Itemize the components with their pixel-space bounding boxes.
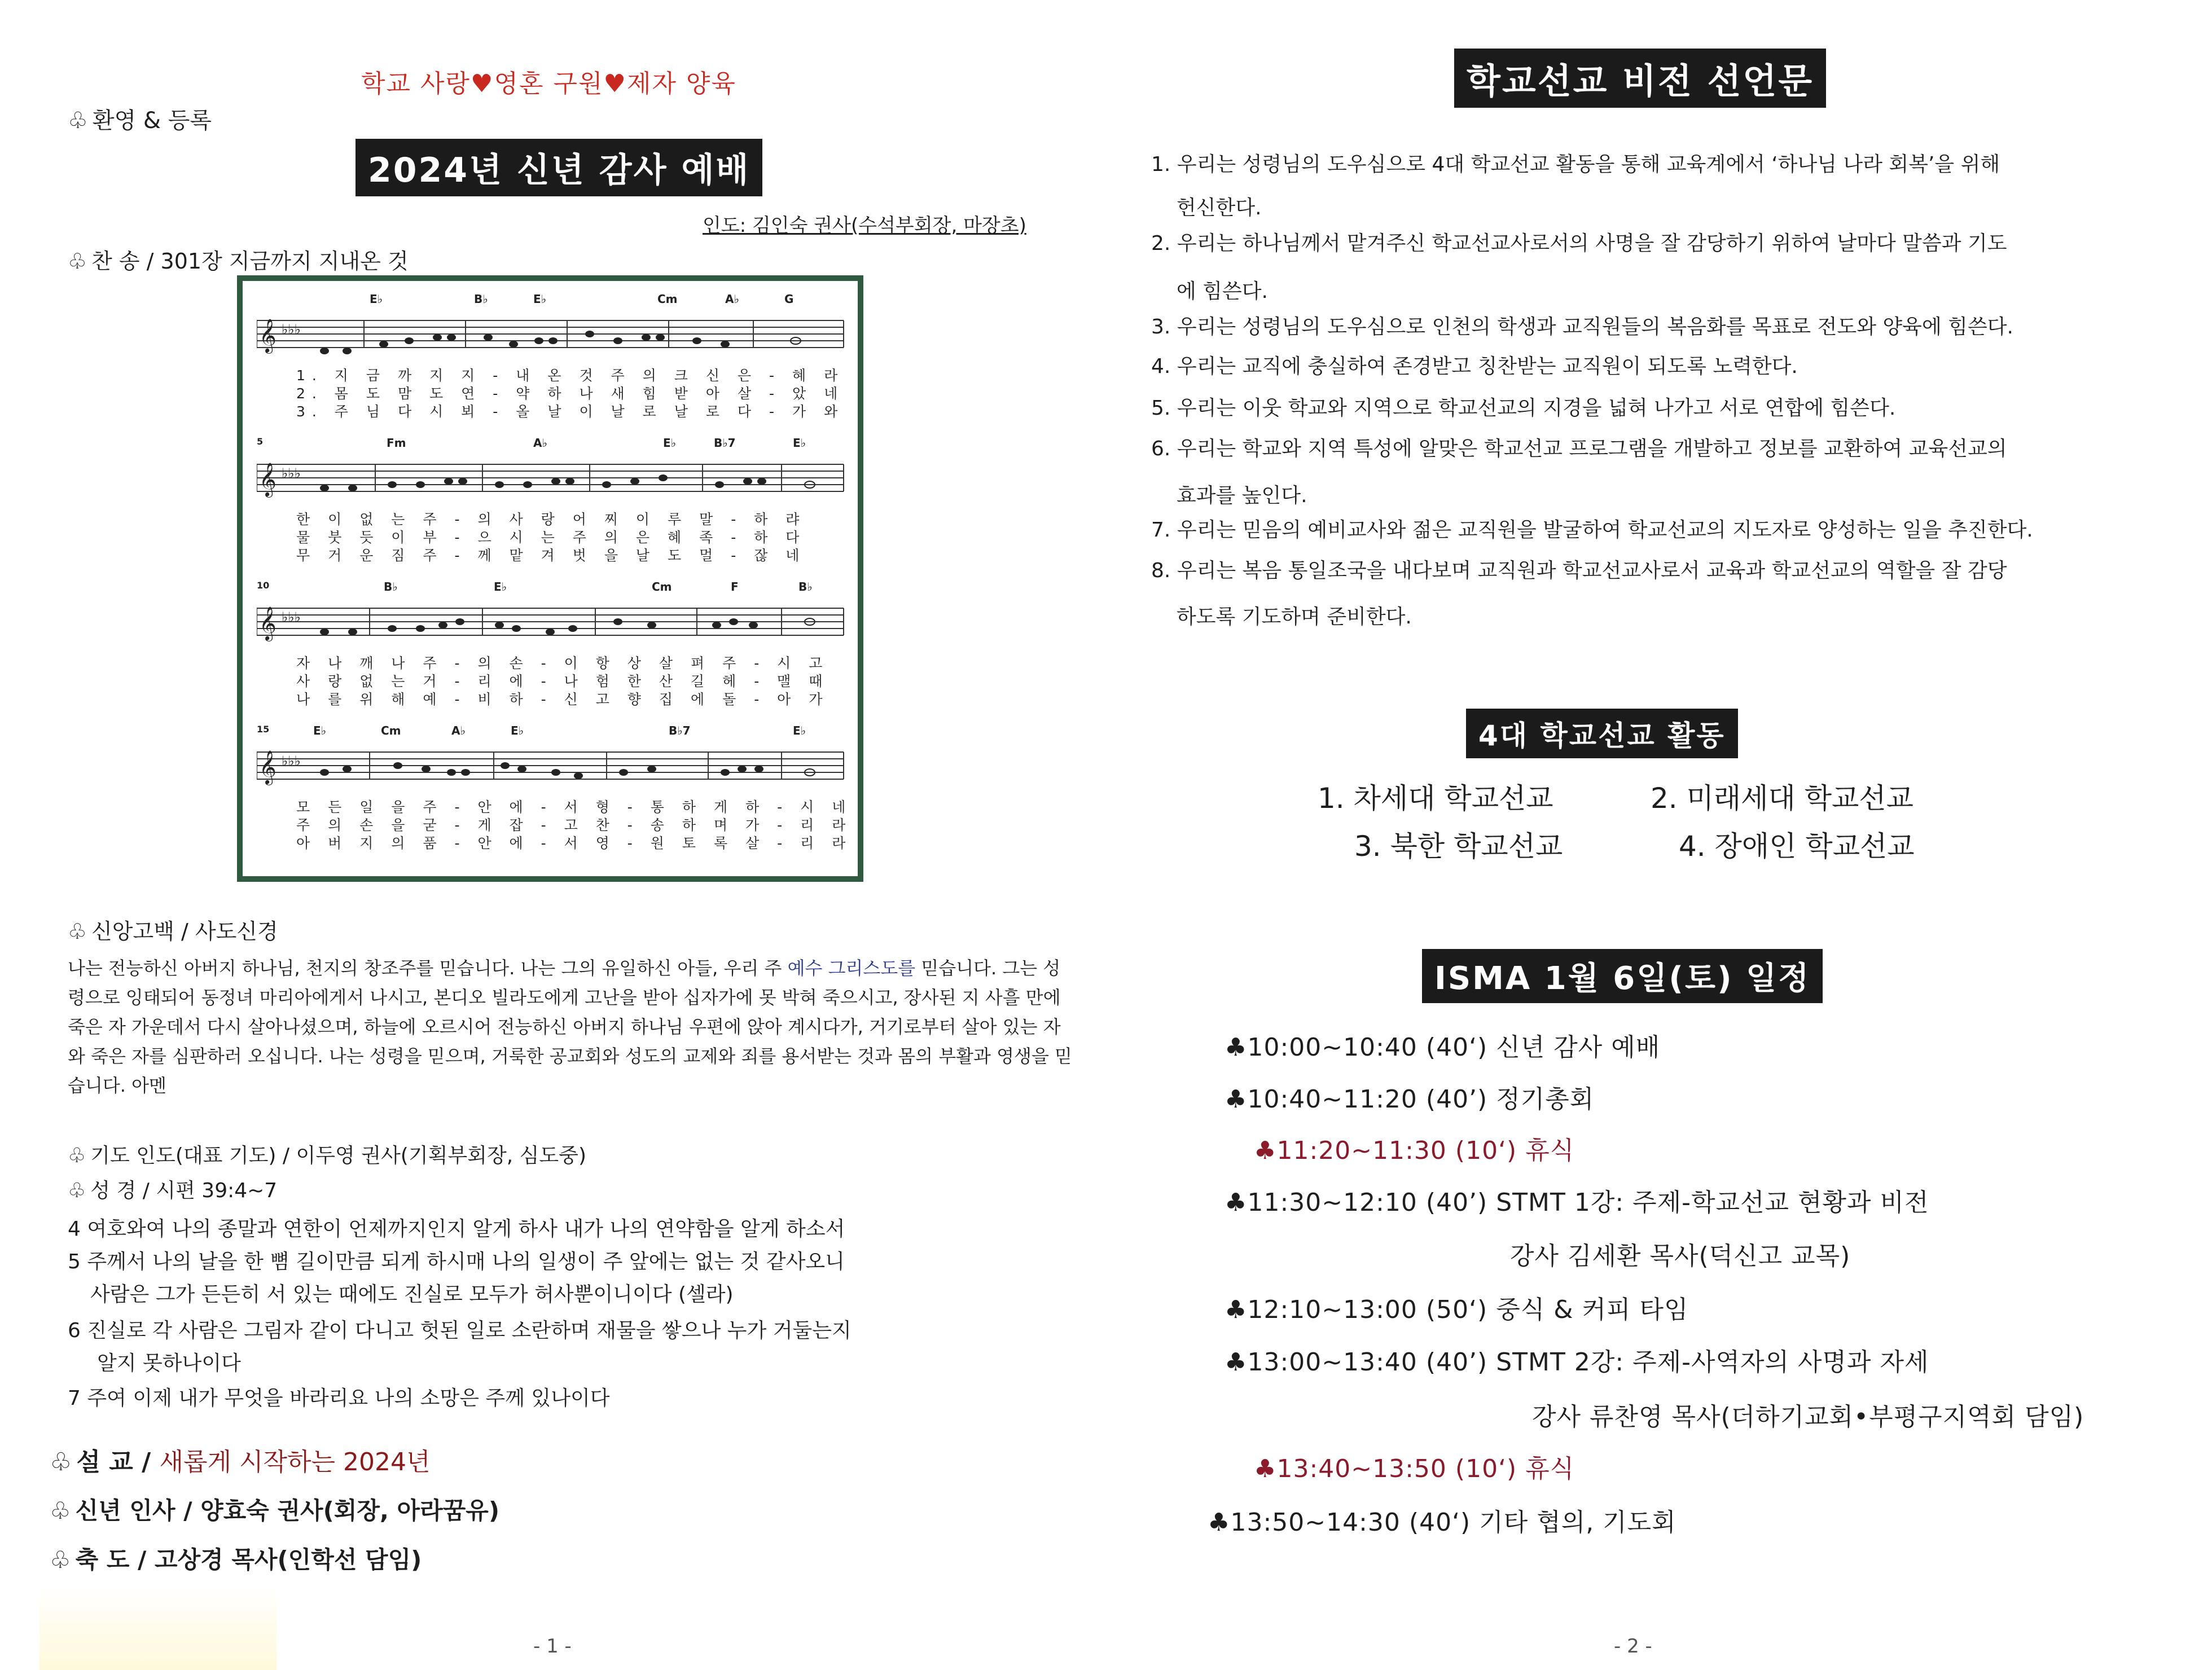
schedule-text: 13:50~14:30 (40‘) 기타 협의, 기도회 <box>1230 1508 1676 1537</box>
lyric-line: 사 랑 없 는 거 - 리 에 - 나 험 한 산 길 헤 - 맬 때 <box>296 673 830 689</box>
declaration-number: 7. <box>1151 518 1171 542</box>
svg-text:𝄞: 𝄞 <box>259 750 276 784</box>
chord-label: B♭ <box>474 292 488 306</box>
measure-number: 5 <box>257 436 264 447</box>
declaration-text: 우리는 하나님께서 맡겨주신 학교선교사로서의 사명을 잘 감당하기 위하여 날마다 말씀과 기도 <box>1177 232 2007 255</box>
club-icon: ♧ <box>50 1546 71 1574</box>
vision-declaration-title: 학교선교 비전 선언문 <box>1454 49 1826 108</box>
declaration-number: 6. <box>1151 437 1171 460</box>
hymn-text: 찬 송 / 301장 지금까지 지내온 것 <box>91 249 409 274</box>
svg-text:♭♭♭: ♭♭♭ <box>282 753 301 769</box>
creed-highlight: 예수 그리스도를 <box>787 957 916 979</box>
chord-label: Cm <box>657 292 678 306</box>
heart-icon: ♥ <box>471 69 494 98</box>
motto <box>361 63 736 99</box>
chord-label: A♭ <box>725 292 739 306</box>
declaration-text: 우리는 복음 통일조국을 내다보며 교직원과 학교선교사로서 교육과 학교선교의 역할을 잘 감당 <box>1177 559 2007 582</box>
svg-text:♭♭♭: ♭♭♭ <box>282 322 301 337</box>
chord-label: E♭ <box>511 724 524 737</box>
chord-label: E♭ <box>793 724 806 737</box>
chord-label: B♭ <box>384 580 398 594</box>
declaration-item <box>1151 553 2007 589</box>
declaration-number: 5. <box>1151 397 1171 420</box>
sermon-label: 설 교 / <box>76 1448 160 1476</box>
schedule-item-break <box>1254 1448 1574 1484</box>
chord-label: E♭ <box>793 436 806 450</box>
schedule-item-break <box>1254 1130 1574 1166</box>
schedule-text: 11:30~12:10 (40’) STMT 1강: 주제-학교선교 현황과 비전 <box>1247 1188 1929 1217</box>
sermon-heading <box>50 1442 430 1478</box>
activities-title: 4대 학교선교 활동 <box>1466 709 1738 758</box>
declaration-text: 우리는 교직에 충실하여 존경받고 칭찬받는 교직원이 되도록 노력한다. <box>1177 355 1798 378</box>
staff-lines <box>257 309 846 360</box>
chord-label: B♭7 <box>714 436 736 450</box>
chord-label: Fm <box>387 436 406 450</box>
creed-heading <box>68 914 278 945</box>
scripture-verse: 7 주여 이제 내가 무엇을 바라리요 나의 소망은 주께 있나이다 <box>68 1387 610 1410</box>
declaration-text: 우리는 성령님의 도우심으로 4대 학교선교 활동을 통해 교육계에서 ‘하나님 나라 회복’을 위해 <box>1177 153 2000 176</box>
svg-text:♭♭♭: ♭♭♭ <box>282 465 301 481</box>
sermon-title: 새롭게 시작하는 2024년 <box>159 1448 431 1476</box>
heart-icon: ♥ <box>603 69 627 98</box>
schedule-text: 10:40~11:20 (40’) 정기총회 <box>1247 1085 1595 1114</box>
lyric-line: 나 를 위 해 예 - 비 하 - 신 고 향 집 에 돌 - 아 가 <box>296 691 830 707</box>
club-icon: ♧ <box>68 108 88 134</box>
club-icon: ♣ <box>1224 1085 1248 1114</box>
scripture-text: 성 경 / 시편 39:4~7 <box>90 1179 278 1202</box>
club-icon: ♣ <box>1208 1508 1231 1537</box>
motto-part-2: 영혼 구원 <box>494 69 604 98</box>
club-icon: ♧ <box>68 249 87 274</box>
scripture-verse: 5 주께서 나의 날을 한 뼘 길이만큼 되게 하시매 나의 일생이 주 앞에는 없는 것 같사오니 <box>68 1250 845 1273</box>
schedule-item <box>1224 1079 1594 1115</box>
schedule-title: ISMA 1월 6일(토) 일정 <box>1422 949 1823 1003</box>
declaration-item <box>1151 512 2033 548</box>
schedule-text: 강사 류찬영 목사(더하기교회•부평구지역회 담임) <box>1532 1403 2084 1431</box>
declaration-item <box>1151 431 2007 467</box>
hymn-heading <box>68 244 409 275</box>
declaration-number: 8. <box>1151 559 1171 582</box>
service-leader: 인도: 김인숙 권사(수석부회장, 마장초) <box>703 214 1026 237</box>
page-2 <box>1106 0 2212 1670</box>
schedule-text: 13:00~13:40 (40’) STMT 2강: 주제-사역자의 사명과 자세 <box>1247 1348 1929 1377</box>
service-title: 2024년 신년 감사 예배 <box>356 139 762 196</box>
chord-label: E♭ <box>370 292 383 306</box>
creed-heading-text: 신앙고백 / 사도신경 <box>91 919 278 944</box>
lyric-line: 무 거 운 짐 주 - 께 맡 겨 벗 을 날 도 멀 - 잖 네 <box>296 547 806 564</box>
lyric-line: 물 붓 듯 이 부 - 으 시 는 주 의 은 혜 족 - 하 다 <box>296 529 806 546</box>
schedule-item <box>1208 1502 1676 1538</box>
declaration-text: 우리는 믿음의 예비교사와 젊은 교직원을 발굴하여 학교선교의 지도자로 양성하는 일을 추진한다. <box>1177 518 2033 542</box>
schedule-speaker <box>1532 1396 2084 1432</box>
chord-label: F <box>731 580 739 594</box>
creed-text: 믿습니다. 그는 성령으로 잉태되어 동정녀 마리아에게서 나시고, 본디오 빌라도에게 고난을 받아 십자가에 못 박혀 죽으시고, 장사된 지 사흘 만에 죽은 자 가운데서 다시 살아나셨으며, 하늘에 오르시어 전능하신 아버지 하나님 우편에 앉아 계시다가, 거기로부터 살아 있는 자와 죽은 자를 심판하러 오십니다. 나는 성령을 믿으며, 거룩한 공교회와 성도의 교제와 죄를 용서받는 것과 몸의 부활과 영생을 믿습니다. 아멘 <box>68 957 1072 1096</box>
scripture-verse: 사람은 그가 든든히 서 있는 때에도 진실로 모두가 허사뿐이니이다 (셀라) <box>90 1283 734 1306</box>
schedule-text: 11:20~11:30 (10‘) 휴식 <box>1276 1136 1575 1165</box>
club-icon: ♣ <box>1224 1188 1248 1217</box>
declaration-number: 3. <box>1151 315 1171 339</box>
scripture-verse: 4 여호와여 나의 종말과 연한이 언제까지인지 알게 하사 내가 나의 연약함을 알게 하소서 <box>68 1218 845 1241</box>
declaration-text: 우리는 학교와 지역 특성에 알맞은 학교선교 프로그램을 개발하고 정보를 교환하여 교육선교의 <box>1177 437 2007 460</box>
declaration-text: 우리는 성령님의 도우심으로 인천의 학생과 교직원들의 복음화를 목표로 전도와 양육에 힘쓴다. <box>1177 315 2013 339</box>
declaration-text: 우리는 이웃 학교와 지역으로 학교선교의 지경을 넓혀 나가고 서로 연합에 힘쓴다. <box>1177 397 1896 420</box>
staff-lines <box>257 453 846 504</box>
schedule-text: 강사 김세환 목사(덕신고 교목) <box>1510 1242 1851 1271</box>
activity-item: 1. 차세대 학교선교 <box>1318 782 1553 815</box>
hymn-score <box>237 275 863 882</box>
declaration-text: 에 힘쓴다. <box>1177 280 1268 303</box>
chord-label: E♭ <box>663 436 677 450</box>
lyric-line: 자 나 깨 나 주 - 의 손 - 이 항 상 살 펴 주 - 시 고 <box>296 655 830 671</box>
svg-text:𝄞: 𝄞 <box>259 607 276 640</box>
scripture-heading <box>68 1175 277 1203</box>
schedule-item <box>1224 1289 1689 1325</box>
declaration-text: 헌신한다. <box>1177 196 1262 219</box>
schedule-text: 10:00~10:40 (40‘) 신년 감사 예배 <box>1247 1033 1661 1062</box>
welcome-text: 환영 & 등록 <box>92 108 212 134</box>
page-number: - 2 - <box>1614 1635 1652 1658</box>
declaration-item <box>1151 147 2000 183</box>
declaration-text: 효과를 높인다. <box>1177 484 1307 507</box>
chord-label: B♭ <box>798 580 813 594</box>
greeting-text: 신년 인사 / 양효숙 권사(회장, 아라꿈유) <box>75 1497 500 1524</box>
chord-label: B♭7 <box>669 724 691 737</box>
club-icon: ♧ <box>68 1144 86 1167</box>
prayer-heading <box>68 1140 586 1168</box>
blessing-heading <box>50 1541 422 1575</box>
club-icon: ♣ <box>1224 1295 1248 1324</box>
declaration-number: 2. <box>1151 232 1171 255</box>
chord-label: E♭ <box>533 292 547 306</box>
activity-item: 3. 북한 학교선교 <box>1354 830 1563 863</box>
motto-part-1: 학교 사랑 <box>361 69 471 98</box>
chord-label: A♭ <box>451 724 466 737</box>
declaration-item <box>1151 390 1895 427</box>
club-icon: ♧ <box>50 1497 71 1524</box>
svg-text:♭♭♭: ♭♭♭ <box>282 609 301 625</box>
club-icon: ♣ <box>1254 1136 1277 1165</box>
apostles-creed <box>68 953 1072 1100</box>
club-icon: ♧ <box>68 919 87 944</box>
schedule-item <box>1224 1342 1929 1378</box>
prayer-text: 기도 인도(대표 기도) / 이두영 권사(기획부회장, 심도중) <box>90 1144 586 1167</box>
lyric-line: 모 든 일 을 주 - 안 에 - 서 형 - 통 하 게 하 - 시 네 <box>296 799 853 815</box>
schedule-item <box>1224 1182 1929 1218</box>
declaration-number: 4. <box>1151 355 1171 378</box>
motto-part-3: 제자 양육 <box>626 69 736 98</box>
creed-text: 나는 전능하신 아버지 하나님, 천지의 창조주를 믿습니다. 나는 그의 유일하신 아들, 우리 주 <box>68 957 788 979</box>
schedule-item <box>1224 1027 1660 1063</box>
blessing-text: 축 도 / 고상경 목사(인학선 담임) <box>75 1546 422 1574</box>
staff-lines <box>257 597 846 648</box>
scripture-verse: 6 진실로 각 사람은 그림자 같이 다니고 헛된 일로 소란하며 재물을 쌓으나 누가 거둘는지 <box>68 1319 852 1342</box>
measure-number: 15 <box>257 724 270 735</box>
club-icon: ♧ <box>68 1179 86 1202</box>
chord-label: E♭ <box>494 580 507 594</box>
chord-label: Cm <box>652 580 672 594</box>
club-icon: ♣ <box>1224 1348 1248 1377</box>
declaration-item <box>1151 309 2013 345</box>
scripture-verse: 알지 못하나이다 <box>97 1352 241 1375</box>
club-icon: ♧ <box>50 1448 72 1476</box>
staff-lines <box>257 741 846 792</box>
club-icon: ♣ <box>1254 1454 1277 1483</box>
svg-text:𝄞: 𝄞 <box>259 463 276 496</box>
lyric-line: 3. 주 님 다 시 뵈 - 올 날 이 날 로 날 로 다 - 가 와 <box>296 403 845 420</box>
chord-label: Cm <box>381 724 401 737</box>
schedule-speaker <box>1510 1236 1850 1272</box>
declaration-item <box>1151 349 1798 385</box>
chord-label: E♭ <box>313 724 327 737</box>
activity-item: 2. 미래세대 학교선교 <box>1651 782 1913 815</box>
measure-number: 10 <box>257 580 270 591</box>
lyric-line: 2. 몸 도 맘 도 연 - 약 하 나 새 힘 받 아 살 - 았 네 <box>296 385 845 402</box>
welcome-section <box>68 103 212 135</box>
paper-tint <box>40 1585 276 1670</box>
chord-label: A♭ <box>533 436 547 450</box>
lyric-line: 아 버 지 의 품 - 안 에 - 서 영 - 원 토 록 살 - 리 라 <box>296 835 853 851</box>
lyric-line: 한 이 없 는 주 - 의 사 랑 어 찌 이 루 말 - 하 랴 <box>296 511 806 528</box>
activity-item: 4. 장애인 학교선교 <box>1679 830 1915 863</box>
lyric-line: 1. 지 금 까 지 지 - 내 온 것 주 의 크 신 은 - 혜 라 <box>296 367 845 384</box>
declaration-number: 1. <box>1151 153 1171 176</box>
svg-text:𝄞: 𝄞 <box>259 319 276 353</box>
club-icon: ♣ <box>1224 1033 1248 1062</box>
schedule-text: 13:40~13:50 (10‘) 휴식 <box>1276 1454 1575 1483</box>
declaration-text: 하도록 기도하며 준비한다. <box>1177 605 1412 629</box>
chord-label: G <box>784 292 794 306</box>
declaration-item <box>1151 226 2007 262</box>
lyric-line: 주 의 손 을 굳 - 게 잡 - 고 찬 - 송 하 며 가 - 리 라 <box>296 817 853 833</box>
page-number: - 1 - <box>533 1635 572 1658</box>
greeting-heading <box>50 1492 499 1526</box>
schedule-text: 12:10~13:00 (50‘) 중식 & 커피 타임 <box>1247 1295 1689 1324</box>
